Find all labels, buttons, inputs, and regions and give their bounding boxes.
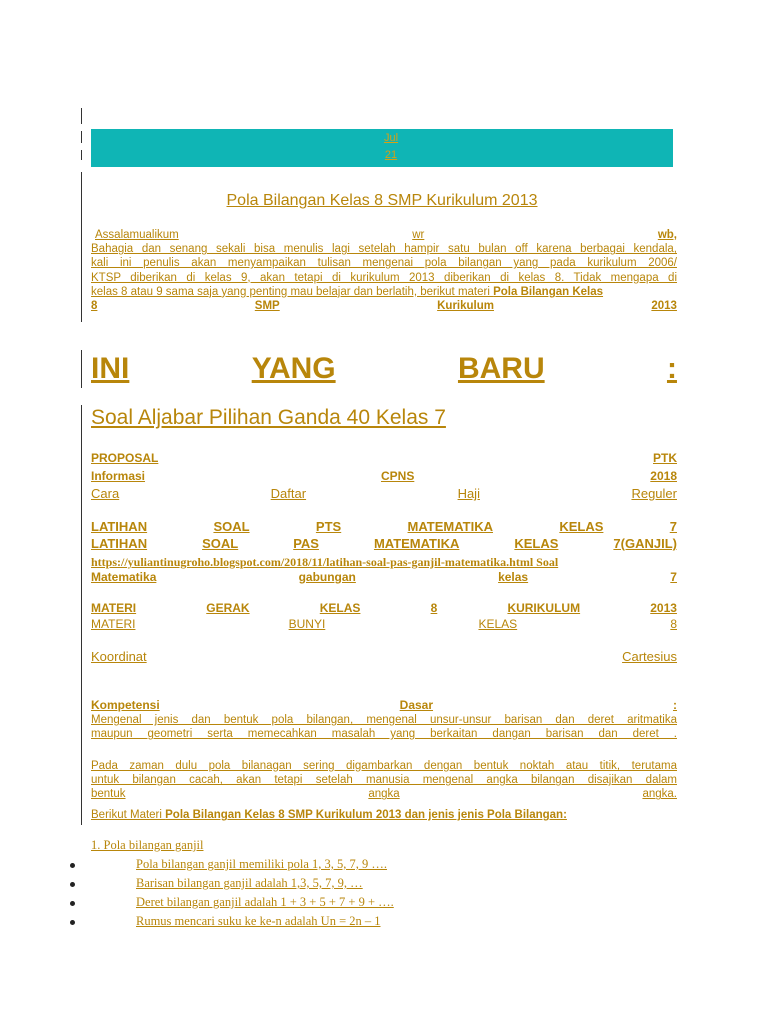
left-rule-5 — [81, 350, 82, 388]
left-rule-6 — [81, 405, 82, 825]
proposal-link[interactable]: PROPOSAL PTK — [91, 451, 677, 465]
bullet-icon — [70, 901, 75, 906]
date-header-bar — [91, 129, 673, 167]
left-rule-4 — [81, 172, 82, 322]
gabungan-link[interactable]: Matematika gabungan kelas 7 — [91, 570, 677, 584]
list-item[interactable]: Deret bilangan ganjil adalah 1 + 3 + 5 + 7 + 9 + …. — [136, 895, 394, 910]
pada-line-3: bentuk angka angka. — [91, 788, 677, 801]
list-heading[interactable]: 1. Pola bilangan ganjil — [91, 838, 204, 852]
date-month[interactable]: Jul — [383, 132, 399, 144]
kompetensi-heading[interactable]: Kompetensi Dasar : — [91, 698, 677, 712]
latihan-pts-link[interactable]: LATIHAN SOAL PTS MATEMATIKA KELAS 7 — [91, 519, 677, 534]
materi-bunyi-link[interactable]: MATERI BUNYI KELAS 8 — [91, 617, 677, 631]
intro-line-5: kelas 8 atau 9 sama saja yang penting mau belajar dan berlatih, berikut materi Pola Bilangan Kelas — [91, 285, 604, 298]
intro-line-6: 8 SMP Kurikulum 2013 — [91, 300, 677, 313]
intro-paragraph[interactable]: Assalamualikum wr wb, Bahagia dan senang sekali bisa menulis lagi setelah hampir satu bulan off karena berbagai kendala, kali ini penulis akan menyampaikan tulisan mengenai pola bilangan yang pada kurikulum 2006/ KTSP diberikan di kelas 9, akan tetapi di kurikulum 2013 diberikan di kelas 8. Tidak mengapa di kelas 8 atau 9 sama saja yang penting mau belajar dan berlatih, berikut materi Pola Bilangan Kelas 8 SMP Kurikulum 2013 — [91, 229, 677, 313]
left-rule-3 — [81, 150, 82, 160]
blog-url-link[interactable]: https://yuliantinugroho.blogspot.com/2018/11/latihan-soal-pas-ganjil-matematika.html Soal — [91, 555, 559, 569]
date-day[interactable]: 21 — [384, 149, 398, 161]
latihan-pas-link[interactable]: LATIHAN SOAL PAS MATEMATIKA KELAS 7(GANJIL) — [91, 536, 677, 551]
list-item[interactable]: Rumus mencari suku ke ke-n adalah Un = 2n – 1 — [136, 914, 381, 929]
bullet-icon — [70, 882, 75, 887]
bullet-icon — [70, 863, 75, 868]
kompetensi-text[interactable]: Mengenal jenis dan bentuk pola bilangan, mengenal unsur-unsur barisan dan deret aritmatika maupun geometri serta memecahkan masalah yang berkaitan dangan barisan dan deret . — [91, 714, 677, 741]
koordinat-link[interactable]: Koordinat Cartesius — [91, 649, 677, 664]
list-item[interactable]: Barisan bilangan ganjil adalah 1,3, 5, 7, 9, … — [136, 876, 363, 891]
post-title[interactable]: Pola Bilangan Kelas 8 SMP Kurikulum 2013 — [226, 192, 538, 209]
soal-aljabar-link[interactable]: Soal Aljabar Pilihan Ganda 40 Kelas 7 — [91, 406, 446, 429]
pada-zaman-paragraph[interactable]: Pada zaman dulu pola bilanagan sering digambarkan dengan bentuk noktah atau titik, terutama untuk bilangan cacah, akan tetapi setelah manusia mengenal angka bilangan disajikan dalam bentuk angka angka. — [91, 760, 677, 801]
left-rule-1 — [81, 108, 82, 124]
list-item[interactable]: Pola bilangan ganjil memiliki pola 1, 3, 5, 7, 9 …. — [136, 857, 387, 872]
informasi-link[interactable]: Informasi CPNS 2018 — [91, 469, 677, 483]
berikut-materi-line[interactable]: Berikut Materi Pola Bilangan Kelas 8 SMP Kurikulum 2013 dan jenis jenis Pola Bilangan: — [91, 809, 567, 821]
cara-daftar-link[interactable]: Cara Daftar Haji Reguler — [91, 486, 677, 501]
materi-gerak-link[interactable]: MATERI GERAK KELAS 8 KURIKULUM 2013 — [91, 601, 677, 615]
bullet-icon — [70, 920, 75, 925]
left-rule-2 — [81, 131, 82, 143]
new-heading[interactable]: INI YANG BARU : — [91, 352, 677, 385]
intro-line-1: Assalamualikum wr wb, — [95, 229, 677, 241]
